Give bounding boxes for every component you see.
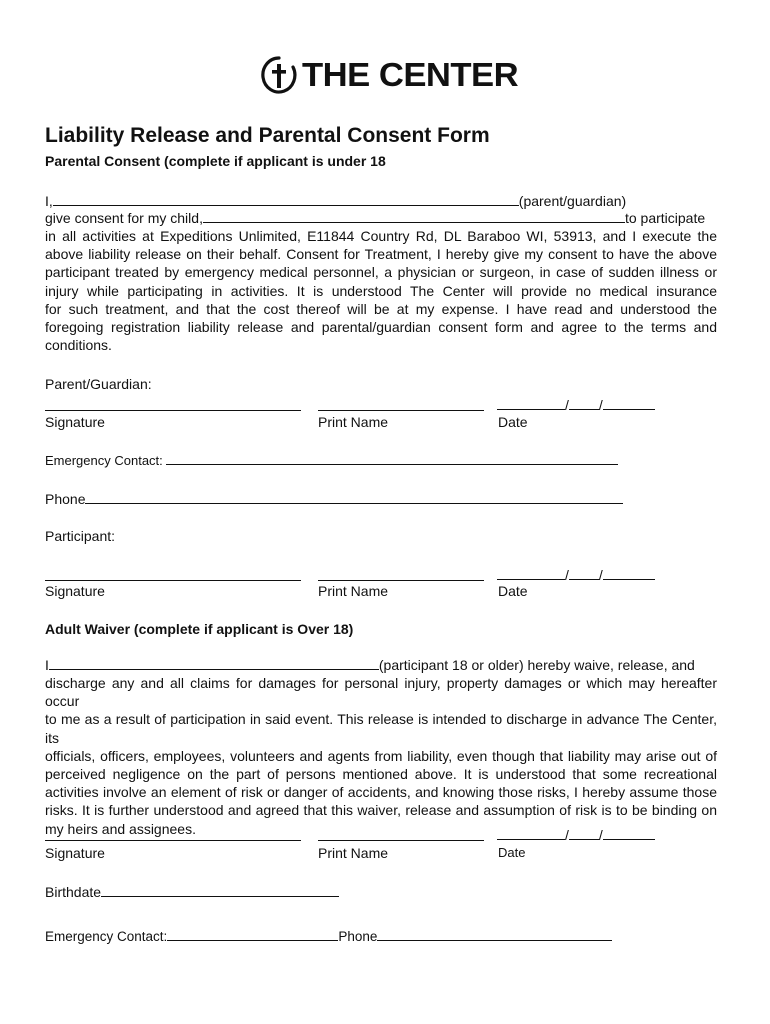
birthdate-line: Birthdate [45, 883, 339, 901]
parent-name-line: I, (parent/guardian) [45, 193, 627, 209]
adult-phone-field[interactable] [377, 928, 612, 941]
logo-text: THE CENTER [302, 56, 519, 93]
adult-waiver-heading: Adult Waiver (complete if applicant is Over 18) [45, 621, 354, 637]
guardian-print-name-label: Print Name [318, 414, 389, 430]
cross-in-circle-icon [260, 55, 298, 95]
participant-print-name-field[interactable] [318, 580, 484, 581]
adult-emergency-field[interactable] [167, 928, 338, 941]
body-line: for such treatment, and that the cost thereof will be at my expense. I have read and understood the [45, 300, 717, 317]
emergency-contact-line: Emergency Contact: [45, 452, 618, 470]
phone-line: Phone [45, 490, 623, 508]
body-line: foregoing registration liability release and parental/guardian consent form and agree to the terms and [45, 319, 717, 336]
parental-consent-body [45, 227, 717, 354]
child-name-line: give consent for my child, to participate [45, 210, 706, 226]
body-line: injury while participating in activities. It is understood The Center will provide no medical insurance [45, 282, 717, 299]
participant-date-label: Date [498, 583, 528, 599]
body-line: activities involve an element of risk or danger of accidents, and knowing those risks, I hereby assume those [45, 784, 717, 801]
form-title: Liability Release and Parental Consent Form [45, 124, 490, 147]
guardian-signature-field[interactable] [45, 410, 301, 411]
parent-name-field[interactable] [53, 193, 519, 206]
adult-waiver-body [45, 674, 717, 838]
child-name-field[interactable] [203, 210, 625, 223]
guardian-signature-label: Signature [45, 414, 105, 430]
birthdate-field[interactable] [101, 884, 339, 897]
parental-consent-heading: Parental Consent (complete if applicant is under 18 [45, 153, 386, 169]
body-line: participant treated by emergency medical personnel, a physician or surgeon, in case of sudden illness or [45, 264, 717, 281]
adult-print-name-field[interactable] [318, 840, 484, 841]
participant-date-field[interactable]: / / [497, 566, 655, 584]
body-line: discharge any and all claims for damages for personal injury, property damages or which may hereafter occur [45, 675, 717, 710]
body-line: risks. It is further understood and agreed that this waiver, release and assumption of risk is to be binding on [45, 802, 717, 819]
adult-name-field[interactable] [49, 657, 379, 670]
body-line: my heirs and assignees. [45, 820, 196, 837]
body-line: conditions. [45, 337, 112, 354]
adult-print-name-label: Print Name [318, 845, 389, 861]
adult-date-label: Date [498, 845, 526, 860]
adult-date-field[interactable]: / / [497, 826, 655, 844]
adult-signature-field[interactable] [45, 840, 301, 841]
adult-name-line: I (participant 18 or older) hereby waive, release, and [45, 657, 695, 673]
body-line: to me as a result of participation in said event. This release is intended to discharge in advance The Center, its [45, 711, 717, 746]
body-line: in all activities at Expeditions Unlimited, E11844 Country Rd, DL Baraboo WI, 53913, and I execute the [45, 228, 717, 244]
logo [260, 54, 519, 96]
phone-field[interactable] [85, 491, 623, 504]
guardian-date-label: Date [498, 414, 528, 430]
guardian-print-name-field[interactable] [318, 410, 484, 411]
participant-print-name-label: Print Name [318, 583, 389, 599]
body-line: above liability release on their behalf. Consent for Treatment, I hereby give my consent to have the above [45, 246, 717, 263]
adult-emergency-line: Emergency Contact: Phone [45, 928, 612, 946]
adult-signature-label: Signature [45, 845, 105, 861]
body-line: perceived negligence on the part of persons mentioned above. It is understood that some recreational [45, 766, 717, 783]
participant-label: Participant: [45, 528, 116, 544]
participant-signature-field[interactable] [45, 580, 301, 581]
emergency-contact-field[interactable] [166, 452, 618, 465]
participant-signature-label: Signature [45, 583, 105, 599]
guardian-date-field[interactable]: / / [497, 396, 655, 414]
guardian-label: Parent/Guardian: [45, 376, 152, 392]
body-line: officials, officers, employees, volunteers and agents from liability, even though that liability may arise out of [45, 747, 717, 764]
